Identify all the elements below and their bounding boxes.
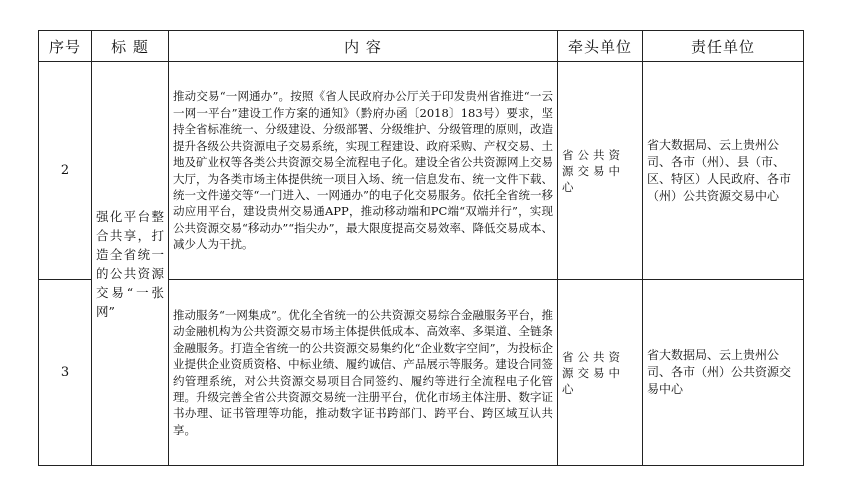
header-lead-unit: 牵头单位	[558, 31, 643, 62]
group-title: 强化平台整合共享，打造全省统一的公共资源交易“一张网”	[92, 62, 169, 466]
header-num: 序号	[39, 31, 92, 62]
row-content: 推动交易“一网通办”。按照《省人民政府办公厅关于印发贵州省推进“一云一网一平台”建设工作方案的通知》（黔府办函〔2018〕183号）要求，坚持全省标准统一、分级建设、分级部署、分级维护、分级管理的原则，改造提升各级公共资源电子交易系统，实现工程建设、政府采购、产权交易、土地及矿业权等各类公共资源交易全流程电子化。建设全省公共资源网上交易大厅，为各类市场主体提供统一项目入场、统一信息发布、统一文件下载、统一文件递交等“一门进入、一网通办”的电子化交易服务。依托全省统一移动应用平台，建设贵州交易通APP，推动移动端和PC端“双端并行”，实现公共资源交易“移动办”“指尖办”，最大限度提高交易效率、降低交易成本、减少人为干扰。	[169, 62, 558, 280]
lead-unit: 省公共资源交易中心	[558, 62, 643, 280]
header-title: 标 题	[92, 31, 169, 62]
row-content: 推动服务“一网集成”。优化全省统一的公共资源交易综合金融服务平台，推动金融机构为公共资源交易市场主体提供低成本、高效率、多渠道、全链条金融服务。打造全省统一的公共资源交易集约化“企业数字空间”，为投标企业提供企业资质资格、中标业绩、履约诚信、产品展示等服务。建设合同签约管理系统，对公共资源交易项目合同签约、履约等进行全流程电子化管理。升级完善全省公共资源交易统一注册平台，优化市场主体注册、数字证书办理、证书管理等功能，推动数字证书跨部门、跨平台、跨区域互认共享。	[169, 280, 558, 466]
responsible-unit: 省大数据局、云上贵州公司、各市（州）公共资源交易中心	[643, 280, 804, 466]
header-responsible-unit: 责任单位	[643, 31, 804, 62]
header-content: 内 容	[169, 31, 558, 62]
task-table	[38, 30, 804, 466]
lead-unit: 省公共资源交易中心	[558, 280, 643, 466]
header-row	[39, 31, 804, 62]
table-row	[39, 62, 804, 280]
row-number: 2	[39, 62, 92, 280]
responsible-unit: 省大数据局、云上贵州公司、各市（州）、县（市、区、特区）人民政府、各市（州）公共资源交易中心	[643, 62, 804, 280]
row-number: 3	[39, 280, 92, 466]
